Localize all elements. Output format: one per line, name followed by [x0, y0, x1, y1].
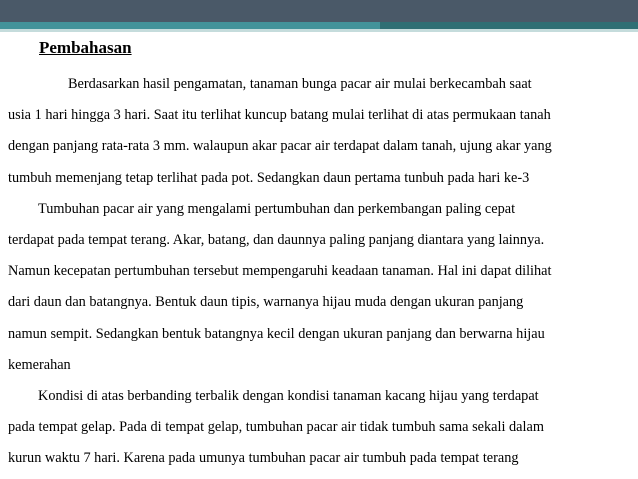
paragraph-line: Berdasarkan hasil pengamatan, tanaman bunga pacar air mulai berkecambah saat: [68, 76, 532, 92]
paragraph-line: usia 1 hari hingga 3 hari. Saat itu terlihat kuncup batang mulai terlihat di atas permukaan tanah: [8, 107, 551, 124]
accent-subline: [0, 29, 638, 32]
paragraph-line: terdapat pada tempat terang. Akar, batang, dan daunnya paling panjang diantara yang lainnya.: [8, 231, 545, 248]
top-bar: [0, 0, 638, 22]
paragraph-line: tumbuh memenjang tetap terlihat pada pot. Sedangkan daun pertama tunbuh pada hari ke-3: [8, 169, 530, 186]
paragraph-line: namun sempit. Sedangkan bentuk batangnya kecil dengan ukuran panjang dan berwarna hijau: [8, 325, 545, 342]
paragraph-line: Kondisi di atas berbanding terbalik dengan kondisi tanaman kacang hijau yang terdapat: [38, 387, 539, 404]
paragraph-line: Namun kecepatan pertumbuhan tersebut mempengaruhi keadaan tanaman. Hal ini dapat dilihat: [8, 263, 552, 280]
paragraph-line: kurun waktu 7 hari. Karena pada umunya tumbuhan pacar air tumbuh pada tempat terang: [8, 450, 519, 467]
paragraph-line: dengan panjang rata-rata 3 mm. walaupun akar pacar air terdapat dalam tanah, ujung akar yang: [8, 138, 552, 155]
body-text: [8, 69, 630, 474]
paragraph-line: kemerahan: [8, 356, 71, 373]
paragraph-line: dari daun dan batangnya. Bentuk daun tipis, warnanya hijau muda dengan ukuran panjang: [8, 294, 524, 311]
paragraph-line: Tumbuhan pacar air yang mengalami pertumbuhan dan perkembangan paling cepat: [38, 200, 516, 217]
page-title: Pembahasan: [39, 38, 132, 57]
accent-stripe-dark: [380, 22, 638, 29]
paragraph-line: pada tempat gelap. Pada di tempat gelap, tumbuhan pacar air tidak tumbuh sama sekali dalam: [8, 419, 544, 436]
